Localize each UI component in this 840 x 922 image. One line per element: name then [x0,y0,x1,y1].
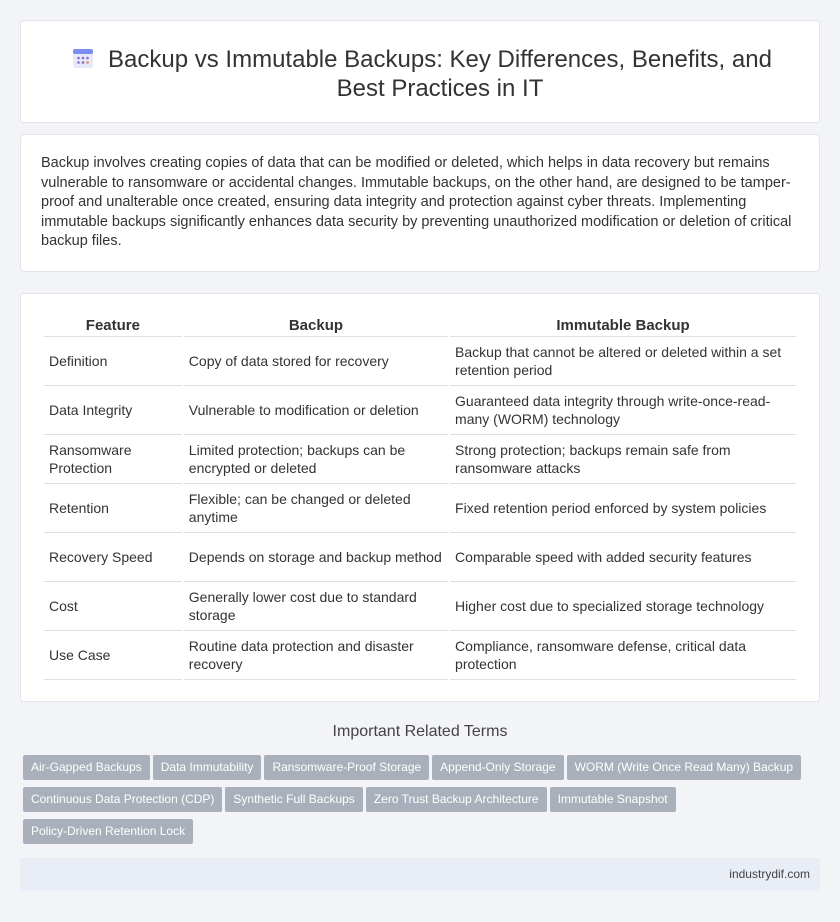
table-row [44,484,796,533]
feature-cell: Recovery Speed [44,533,182,582]
table-row [44,337,796,386]
table-row [44,533,796,582]
feature-cell: Use Case [44,631,182,680]
backup-cell: Flexible; can be changed or deleted anytime [184,484,448,533]
related-term-tag[interactable]: WORM (Write Once Read Many) Backup [567,755,802,780]
immutable-cell: Fixed retention period enforced by system policies [450,484,796,533]
related-term-tag[interactable]: Policy-Driven Retention Lock [23,819,193,844]
footer [20,858,820,891]
related-term-tag[interactable]: Immutable Snapshot [550,787,676,812]
feature-cell: Retention [44,484,182,533]
backup-cell: Routine data protection and disaster recovery [184,631,448,680]
comparison-table [42,311,798,680]
table-row [44,386,796,435]
page-title: Backup vs Immutable Backups: Key Differences, Benefits, and Best Practices in IT [108,46,772,102]
feature-cell: Cost [44,582,182,631]
table-row [44,631,796,680]
related-term-tag[interactable]: Zero Trust Backup Architecture [366,787,547,812]
related-term-tag[interactable]: Append-Only Storage [432,755,563,780]
table-row [44,435,796,484]
related-term-tag[interactable]: Air-Gapped Backups [23,755,150,780]
intro-card [20,134,820,272]
table-header-row [44,311,796,337]
backup-cell: Depends on storage and backup method [184,533,448,582]
table-row [44,582,796,631]
related-term-tag[interactable]: Synthetic Full Backups [225,787,362,812]
immutable-cell: Higher cost due to specialized storage technology [450,582,796,631]
immutable-cell: Compliance, ransomware defense, critical data protection [450,631,796,680]
feature-cell: Data Integrity [44,386,182,435]
immutable-cell: Strong protection; backups remain safe from ransomware attacks [450,435,796,484]
related-term-tag[interactable]: Data Immutability [153,755,262,780]
header-backup: Backup [184,311,448,337]
feature-cell: Ransomware Protection [44,435,182,484]
related-term-tag[interactable]: Ransomware-Proof Storage [264,755,429,780]
backup-cell: Limited protection; backups can be encrypted or deleted [184,435,448,484]
immutable-cell: Comparable speed with added security features [450,533,796,582]
header-card [20,20,820,123]
header-immutable-backup: Immutable Backup [450,311,796,337]
backup-cell: Generally lower cost due to standard storage [184,582,448,631]
related-terms-list [23,755,823,851]
comparison-table-card [20,293,820,702]
intro-paragraph: Backup involves creating copies of data that can be modified or deleted, which helps in data recovery but remains vulnerable to ransomware or accidental changes. Immutable backups, on the other hand, are designed to be tamper-proof and unalterable once created, ensuring data integrity and protection against cyber threats. Implementing immutable backups significantly enhances data security by preventing unauthorized modification or deletion of critical backup files. [41,155,792,249]
immutable-cell: Guaranteed data integrity through write-once-read-many (WORM) technology [450,386,796,435]
related-term-tag[interactable]: Continuous Data Protection (CDP) [23,787,222,812]
footer-site-name[interactable]: industrydif.com [729,867,810,881]
backup-cell: Copy of data stored for recovery [184,337,448,386]
immutable-cell: Backup that cannot be altered or deleted within a set retention period [450,337,796,386]
backup-cell: Vulnerable to modification or deletion [184,386,448,435]
feature-cell: Definition [44,337,182,386]
header-feature: Feature [44,311,182,337]
related-terms-heading: Important Related Terms [332,723,508,740]
